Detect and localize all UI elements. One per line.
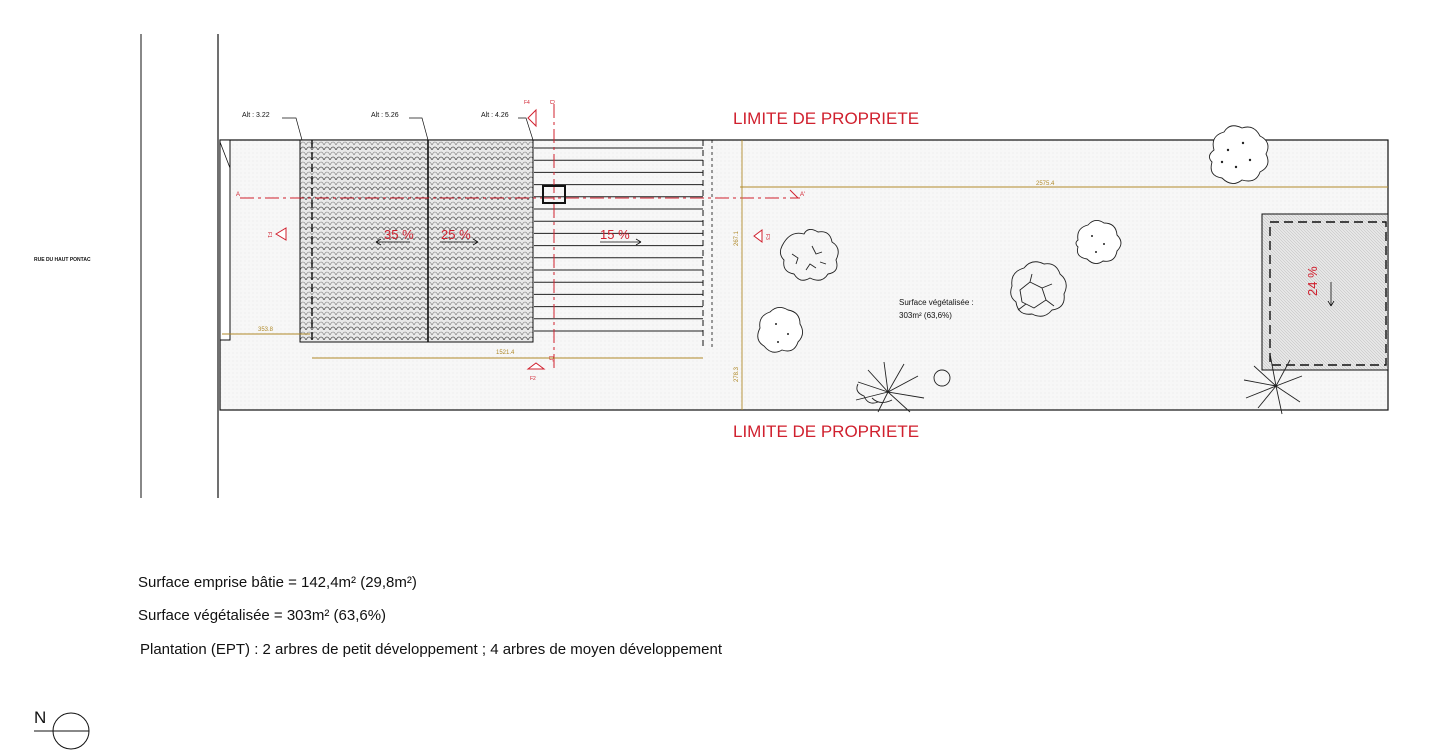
view-label-f4: F4 <box>524 100 530 106</box>
slope-label-roof-right: 25 % <box>441 227 471 242</box>
slope-label-terrace: 15 % <box>600 227 630 242</box>
property-limit-bottom: LIMITE DE PROPRIETE <box>733 422 920 441</box>
slope-label-annex: 24 % <box>1305 266 1320 296</box>
altitude-label-1: Alt : 3.22 <box>242 112 270 119</box>
section-d-prime-label: D' <box>547 356 553 362</box>
summary-built-area: Surface emprise bâtie = 142,4m² (29,8m²) <box>138 574 417 591</box>
altitude-leader-2 <box>409 118 428 140</box>
view-marker-f4 <box>528 110 536 126</box>
slope-label-roof-left: 35 % <box>384 227 414 242</box>
section-d-label: D <box>548 100 554 105</box>
gate <box>220 140 230 340</box>
annex-roof <box>1262 214 1388 370</box>
view-label-f3: F3 <box>764 234 770 240</box>
dimension-width-bottom: 278.3 <box>734 366 740 382</box>
summary-green-area: Surface végétalisée = 303m² (63,6%) <box>138 607 387 624</box>
altitude-leader-1 <box>282 118 302 140</box>
north-arrow-label: N <box>34 708 47 727</box>
garden-label-line1: Surface végétalisée : <box>899 298 974 307</box>
view-label-f2: F2 <box>530 376 536 382</box>
dimension-width-top: 267.1 <box>734 230 740 246</box>
altitude-label-3: Alt : 4.26 <box>481 112 509 119</box>
section-a-label: A <box>236 192 241 198</box>
street-name: RUE DU HAUT PONTAC <box>34 257 91 263</box>
dimension-total-length: 2575.4 <box>1036 181 1055 187</box>
tree-1 <box>1209 126 1268 184</box>
summary-plantation: Plantation (EPT) : 2 arbres de petit développement ; 4 arbres de moyen développement <box>140 641 723 658</box>
altitude-label-2: Alt : 5.26 <box>371 112 399 119</box>
dimension-front-setback: 353.8 <box>258 327 274 333</box>
dimension-house-length: 1521.4 <box>496 350 515 356</box>
property-limit-top: LIMITE DE PROPRIETE <box>733 109 920 128</box>
tile-roof <box>300 140 533 342</box>
tree-2 <box>1076 220 1121 263</box>
garden-label-line2: 303m² (63,6%) <box>899 311 952 320</box>
view-label-f1: F1 <box>266 232 272 238</box>
section-a-prime-label: A' <box>800 192 806 198</box>
